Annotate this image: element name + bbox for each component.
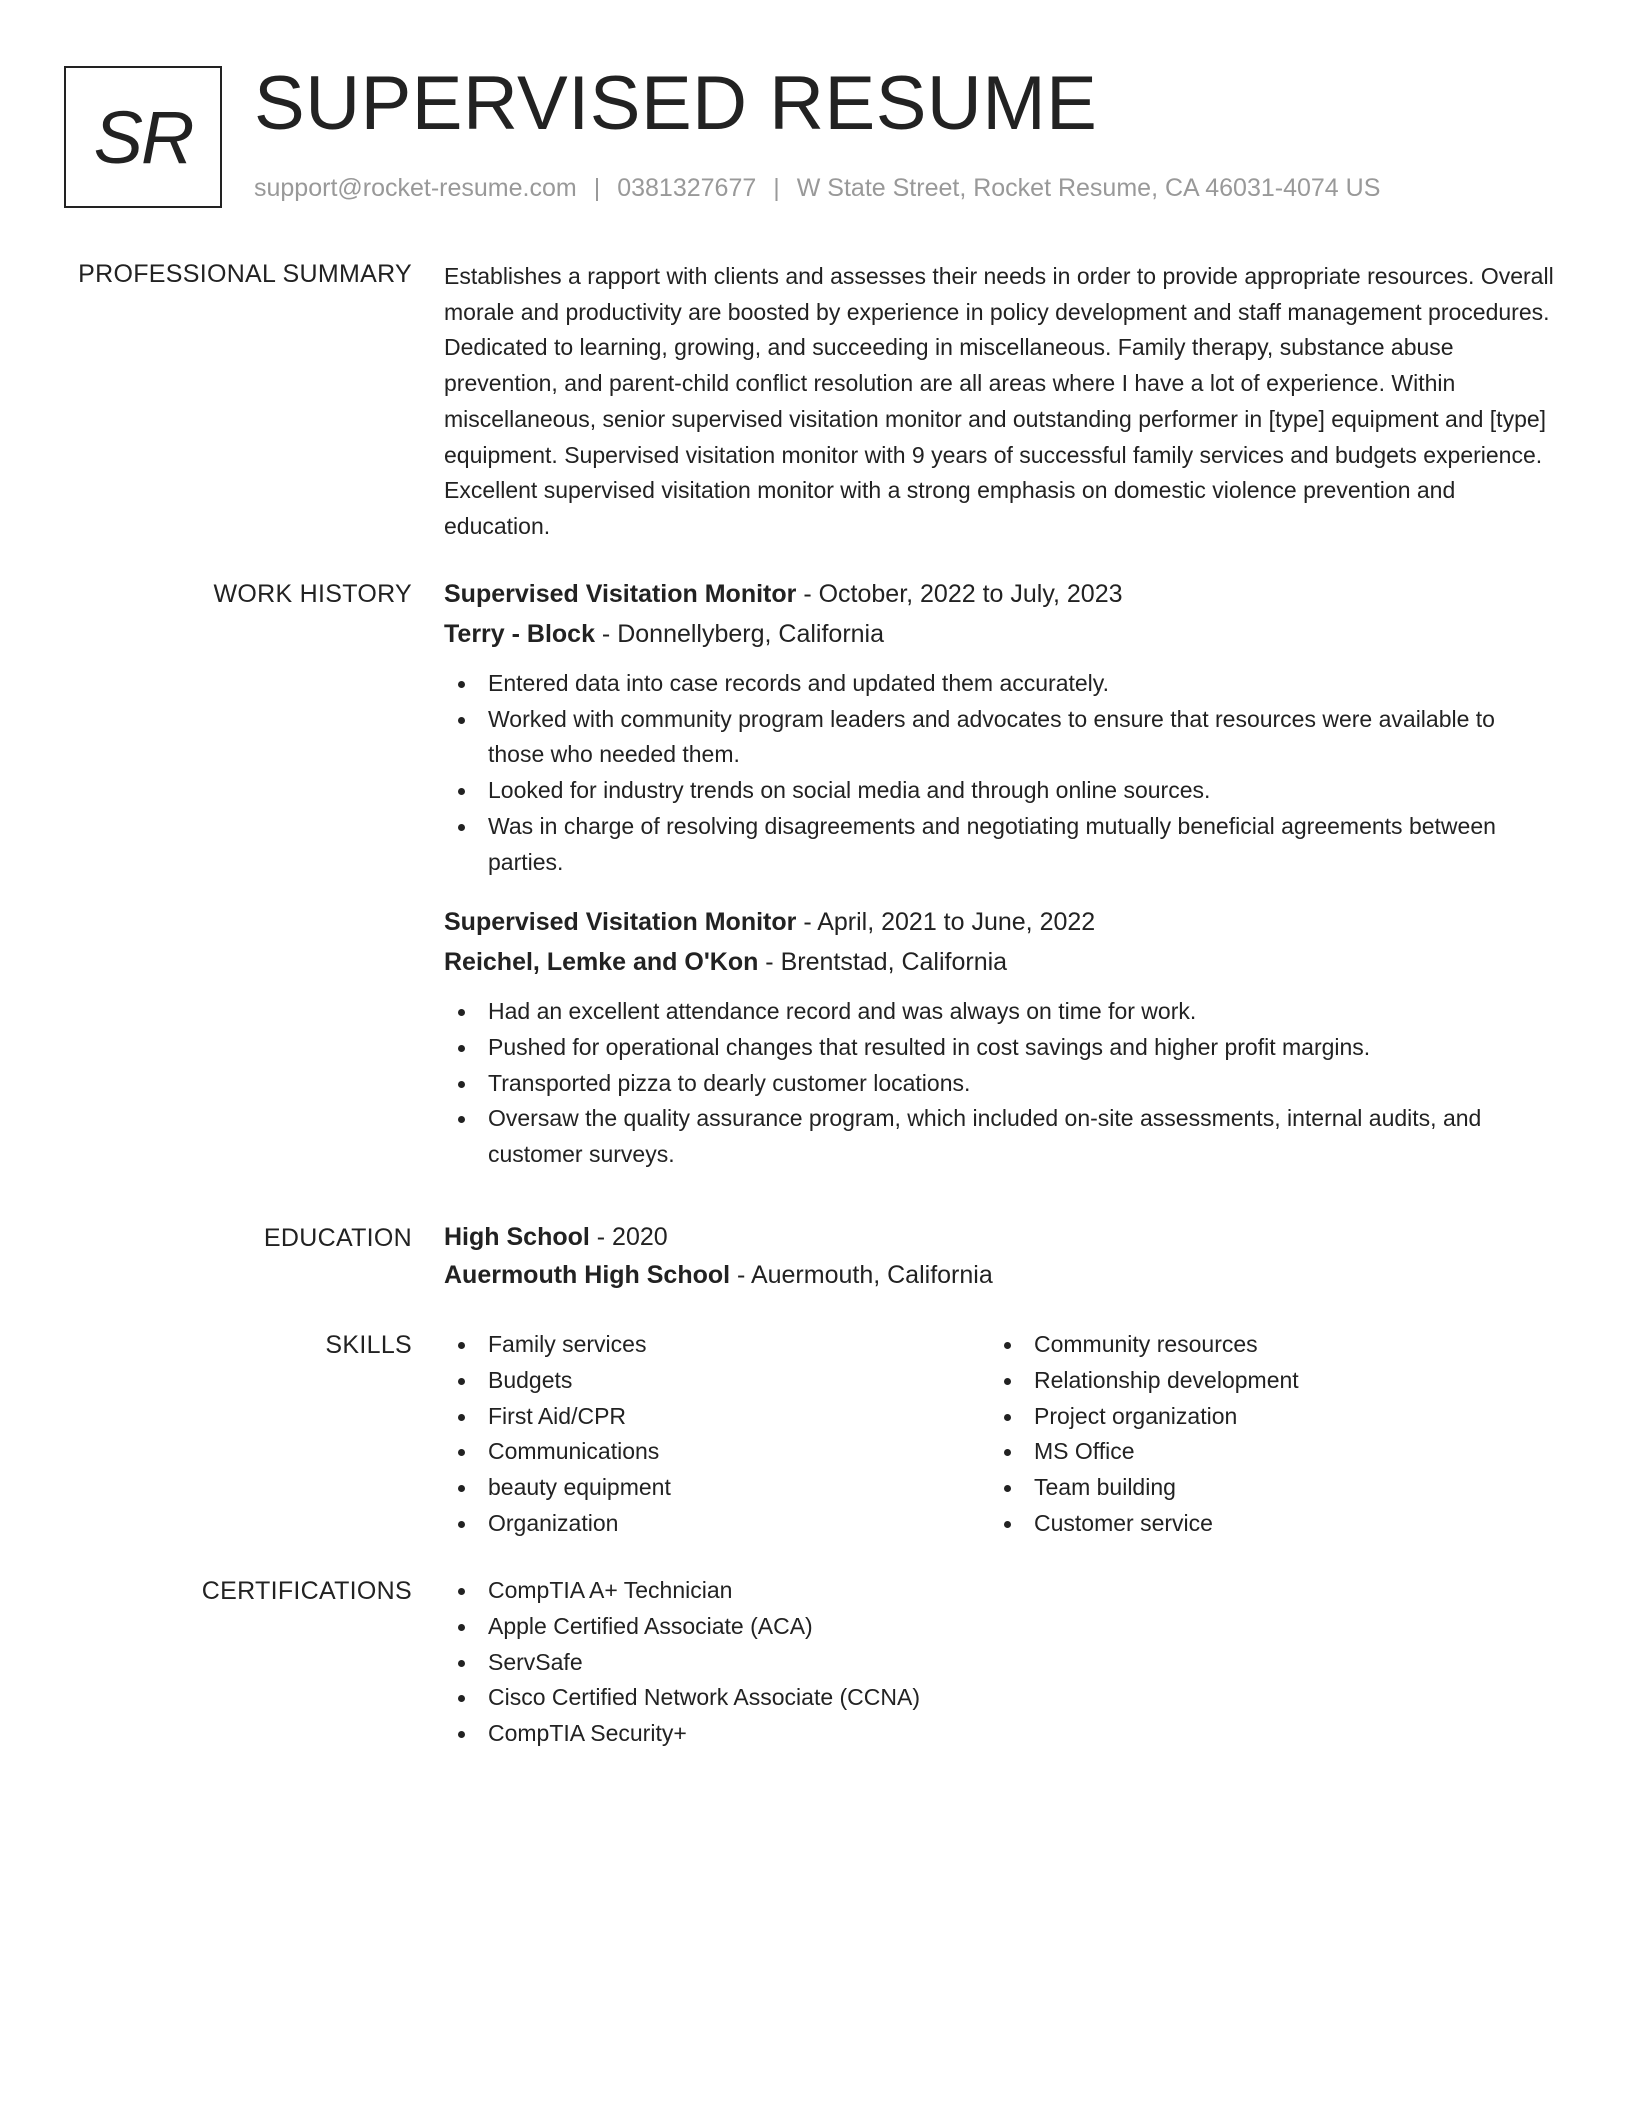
monogram-initials: SR [93, 95, 193, 179]
job-bullets [444, 666, 1556, 880]
skills-grid [444, 1327, 1556, 1542]
bullet-dot [1004, 1449, 1011, 1456]
contact-separator: | [773, 174, 780, 202]
job-dates: - April, 2021 to June, 2022 [796, 908, 1096, 937]
school-line [444, 1256, 1556, 1294]
contact-address: W State Street, Rocket Resume, CA 46031-4074 US [796, 174, 1381, 202]
company-line [444, 614, 1556, 654]
bullet-dot [458, 1045, 465, 1052]
list-item: Cisco Certified Network Associate (CCNA) [444, 1680, 1556, 1716]
list-item: Communications [444, 1434, 990, 1470]
skills-column-right [990, 1327, 1536, 1542]
bullet-dot [458, 1485, 465, 1492]
bullet-dot [458, 788, 465, 795]
skills-column-left [444, 1327, 990, 1542]
bullet-dot [458, 824, 465, 831]
contact-email: support@rocket-resume.com [254, 174, 577, 202]
section-label-summary: PROFESSIONAL SUMMARY [78, 260, 412, 288]
bullet-dot [458, 1660, 465, 1667]
list-item: Community resources [990, 1327, 1536, 1363]
resume-header [64, 61, 1564, 210]
job-title: Supervised Visitation Monitor [444, 580, 797, 608]
job-dates: - October, 2022 to July, 2023 [796, 580, 1123, 608]
job-title: Supervised Visitation Monitor [444, 908, 797, 937]
education-year: - 2020 [589, 1223, 668, 1251]
school-name: Auermouth High School [444, 1261, 731, 1289]
company-line [444, 942, 1556, 982]
certifications-list [444, 1573, 1556, 1752]
list-item: Worked with community program leaders and advocates to ensure that resources were available to those who needed them. [444, 702, 1556, 773]
bullet-dot [458, 1081, 465, 1088]
summary-text: Establishes a rapport with clients and assesses their needs in order to provide appropriate resources. Overall morale and productivity are boosted by experience in policy development and staff management procedures. Dedicated to learning, growing, and succeeding in miscellaneous. Family therapy, substance abuse prevention, and parent-child conflict resolution are all areas where I have a lot of experience. Within miscellaneous, senior supervised visitation monitor and outstanding performer in [type] equipment and [type] equipment. Supervised visitation monitor with 9 years of successful family services and budgets experience. Excellent supervised visitation monitor with a strong emphasis on domestic violence prevention and education. [444, 263, 1554, 539]
bullet-dot [458, 1449, 465, 1456]
list-item: CompTIA Security+ [444, 1716, 1556, 1752]
bullet-dot [458, 1624, 465, 1631]
list-item: First Aid/CPR [444, 1399, 990, 1435]
list-item: Organization [444, 1506, 990, 1542]
bullet-dot [1004, 1485, 1011, 1492]
bullet-dot [458, 1414, 465, 1421]
bullet-dot [458, 1342, 465, 1349]
bullet-dot [458, 681, 465, 688]
list-item: Apple Certified Associate (ACA) [444, 1609, 1556, 1645]
job-entry [444, 902, 1556, 1173]
job-bullets [444, 994, 1556, 1173]
list-item: Oversaw the quality assurance program, which included on-site assessments, internal audits, and customer surveys. [444, 1101, 1556, 1172]
list-item: ServSafe [444, 1645, 1556, 1681]
company-location: - Donnellyberg, California [594, 620, 885, 648]
job-title-line [444, 574, 1556, 614]
bullet-dot [1004, 1521, 1011, 1528]
list-item: Looked for industry trends on social media and through online sources. [444, 773, 1556, 809]
bullet-dot [458, 1521, 465, 1528]
degree-name: High School [444, 1223, 590, 1251]
list-item: Transported pizza to dearly customer locations. [444, 1066, 1556, 1102]
bullet-dot [458, 1378, 465, 1385]
contact-separator: | [593, 174, 601, 202]
degree-line [444, 1218, 1556, 1256]
list-item: CompTIA A+ Technician [444, 1573, 1556, 1609]
list-item: Had an excellent attendance record and was always on time for work. [444, 994, 1556, 1030]
job-entry [444, 574, 1556, 880]
company-name: Terry - Block [444, 620, 595, 648]
school-location: - Auermouth, California [730, 1261, 993, 1289]
contact-phone: 0381327677 [617, 174, 757, 202]
list-item: Budgets [444, 1363, 990, 1399]
bullet-dot [458, 1116, 465, 1123]
list-item: Team building [990, 1470, 1536, 1506]
section-label-education: EDUCATION [263, 1224, 412, 1252]
list-item: Relationship development [990, 1363, 1536, 1399]
resume-name: SUPERVISED RESUME [254, 61, 1098, 146]
job-title-line [444, 902, 1556, 942]
list-item: Pushed for operational changes that resulted in cost savings and higher profit margins. [444, 1030, 1556, 1066]
bullet-dot [458, 717, 465, 724]
company-name: Reichel, Lemke and O'Kon [444, 948, 759, 977]
bullet-dot [458, 1588, 465, 1595]
section-label-skills: SKILLS [325, 1331, 412, 1359]
monogram-logo [64, 66, 222, 208]
list-item: beauty equipment [444, 1470, 990, 1506]
list-item: Customer service [990, 1506, 1536, 1542]
list-item: MS Office [990, 1434, 1536, 1470]
list-item: Was in charge of resolving disagreements and negotiating mutually beneficial agreements between parties. [444, 809, 1556, 880]
bullet-dot [1004, 1378, 1011, 1385]
list-item: Project organization [990, 1399, 1536, 1435]
section-label-work-history: WORK HISTORY [213, 580, 412, 608]
bullet-dot [458, 1731, 465, 1738]
list-item: Family services [444, 1327, 990, 1363]
bullet-dot [458, 1009, 465, 1016]
bullet-dot [1004, 1414, 1011, 1421]
bullet-dot [1004, 1342, 1011, 1349]
bullet-dot [458, 1695, 465, 1702]
list-item: Entered data into case records and updated them accurately. [444, 666, 1556, 702]
company-location: - Brentstad, California [758, 948, 1008, 977]
contact-line [254, 174, 1380, 203]
section-label-certifications: CERTIFICATIONS [201, 1577, 412, 1605]
